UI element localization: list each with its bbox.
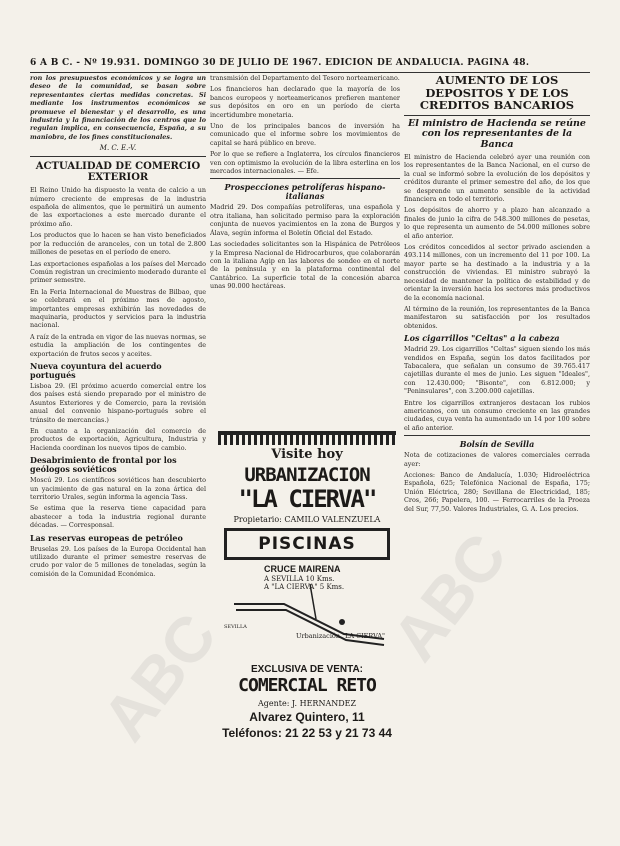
paragraph: Por lo que se refiere a Inglaterra, los círculos financieros ven con optimismo la evolución de la libra esterlina en los mercados internacionales. — Efe. [210, 150, 400, 176]
paragraph: Uno de los principales bancos de inversión ha comunicado que el informe sobre los movimientos de capital se hará público en breve. [210, 122, 400, 147]
ad-comercial: COMERCIAL RETO [238, 675, 376, 696]
map-sevilla-label: SEVILLA [224, 624, 247, 630]
page-header: 6 A B C. - Nº 19.931. DOMINGO 30 DE JULIO DE 1967. EDICION DE ANDALUCIA. PAGINA 48. [30, 58, 590, 73]
ad-telefonos: Teléfonos: 21 22 53 y 21 73 44 [222, 726, 392, 740]
paragraph: Lisboa 29. (El próximo acuerdo comercial entre los dos países está siendo preparado por el ministro de Asuntos Exteriores y de Comercio, para la revisión anual del convenio hispano-portugués sobre el tránsito de mercancías.) [30, 381, 206, 424]
section-title-comercio: ACTUALIDAD DE COMERCIO EXTERIOR [35, 161, 201, 184]
ad-visite: Visite hoy [271, 447, 343, 462]
divider [404, 435, 590, 436]
watermark-logo: ABC [378, 520, 521, 674]
paragraph: Las sociedades solicitantes son la Hispánica de Petróleos y la Empresa Nacional de Hidrocarburos, que colaborarán con la italiana Agip en las labores de sondeo en el norte de la península y en la plataforma continental del Cantábrico. La superficie total de la concesión abarca unas 90.000 hectáreas. [210, 240, 400, 291]
paragraph: Madrid 29. Los cigarrillos "Celtas" siguen siendo los más vendidos en España, según los datos facilitados por Tabacalera, que señalan un consumo de 39.765.417 cajetillas durante el mes de junio. Les siguen "Ideales", con 12.430.000; "Bisonte", con 6.812.000; y "Peninsulares", con 3.200.000 cajetillas. [404, 345, 590, 396]
map-cierva-distance: A "LA CIERVA" 5 Kms. [264, 583, 345, 591]
watermark-logo: ABC [88, 600, 231, 754]
divider [404, 115, 590, 116]
map-urbanizacion-label: Urbanización "LA CIERVA" [296, 632, 386, 640]
headline-petroleo: Las reservas europeas de petróleo [30, 532, 183, 543]
subheadline-ministro: El ministro de Hacienda se reúne con los representantes de la Banca [408, 117, 586, 150]
paragraph: Nota de cotizaciones de valores comerciales cerrada ayer: [404, 451, 590, 468]
ad-piscinas: PISCINAS [224, 528, 390, 560]
ad-name: "LA CIERVA" [238, 485, 376, 513]
divider [210, 178, 400, 179]
ad-agente: Agente: J. HERNANDEZ [257, 699, 357, 708]
ad-exclusiva: EXCLUSIVA DE VENTA: [250, 664, 364, 675]
paragraph: El ministro de Hacienda celebró ayer una reunión con los representantes de la Banca Nacional, en el curso de la cual se informó sobre la evolución de los depósitos y créditos durante el primer semestre del año, de los que se desprende un aumento sensible de la actividad financiera en todo el territorio. [404, 153, 590, 204]
ad-owner: Propietario: CAMILO VALENZUELA [233, 515, 381, 524]
ad-stripe-border [218, 435, 396, 445]
headline-portugues: Nueva coyuntura del acuerdo portugués [30, 360, 162, 380]
paragraph: Los productos que lo hacen se han visto beneficiados por la reducción de aranceles, con un total de 2.800 millones de pesetas en el período de enero. [30, 231, 206, 257]
column-left [30, 74, 206, 844]
divider [30, 156, 206, 157]
advertisement-la-cierva [218, 431, 396, 845]
paragraph: transmisión del Departamento del Tesoro norteamericano. [210, 74, 400, 82]
paragraph: A raíz de la entrada en vigor de las nuevas normas, se estudia la ampliación de los contingentes de exportación de frutos secos y aceites. [30, 332, 206, 358]
map-sevilla-distance: A SEVILLA 10 Kms. [264, 575, 335, 583]
paragraph: Las exportaciones españolas a los países del Mercado Común registran un crecimiento moderado durante el primer semestre. [30, 259, 206, 285]
paragraph: Acciones: Banco de Andalucía, 1.030; Hidroeléctrica Española, 625; Telefónica Nacional de España, 175; Unión Eléctrica, 280; Sevillana de Electricidad, 185; Cros, 266; Papelera, 100. — Ferrocarriles de la Proeza del Sur, 77,50. Valores Industriales, G. A. Los precios. [404, 471, 590, 513]
ad-urbanizacion: URBANIZACION [244, 464, 370, 486]
paragraph: Madrid 29. Dos compañías petrolíferas, una española y otra italiana, han solicitado permiso para la exploración conjunta de nuevos yacimientos en la zona de Burgos y Álava, según informa el Boletín Oficial del Estado. [210, 203, 400, 237]
column-middle [210, 74, 400, 429]
paragraph: Al término de la reunión, los representantes de la Banca manifestaron su satisfacción por los resultados obtenidos. [404, 304, 590, 330]
paragraph: En cuanto a la organización del comercio de productos de exportación, Agricultura, Industria y Hacienda coordinan los nuevos tipos de cambio. [30, 427, 206, 452]
paragraph: Se estima que la reserva tiene capacidad para abastecer a toda la industria regional durante décadas. — Corresponsal. [30, 504, 206, 530]
paragraph: Entre los cigarrillos extranjeros destacan los rubios americanos, con un consumo creciente en las grandes ciudades, cuya venta ha aumentado un 14 por 100 sobre el año anterior. [404, 398, 590, 432]
paragraph: En la Feria Internacional de Muestras de Bilbao, que se celebrará en el próximo mes de agosto, importantes empresas exhibirán las novedades de maquinaria, productos y servicios para la industria nacional. [30, 287, 206, 330]
ad-address: Alvarez Quintero, 11 [249, 710, 365, 724]
ad-map [224, 564, 390, 660]
headline-prospecciones: Prospecciones petrolíferas hispano-italianas [224, 182, 386, 202]
paragraph: Los financieros han declarado que la mayoría de los bancos europeos y norteamericanos prefieren mantener sus depósitos en oro en un período de cierta incertidumbre monetaria. [210, 85, 400, 119]
headline-geologos: Desabrimiento de frontal por los geólogos soviéticos [30, 455, 177, 475]
paragraph: Bruselas 29. Los países de la Europa Occidental han utilizado durante el primer semestre reservas de crudo por valor de 5 millones de toneladas, según la comisión de la Comunidad Económica. [30, 544, 206, 578]
map-cruce-label: CRUCE MAIRENA [264, 564, 341, 574]
headline-depositos: AUMENTO DE LOS DEPOSITOS Y DE LOS CREDITOS BANCARIOS [419, 74, 575, 112]
paragraph: Moscú 29. Los científicos soviéticos han descubierto un yacimiento de gas natural en la zona ártica del territorio Urales, según informa la agencia Tass. [30, 476, 206, 502]
headline-bolsin: Bolsín de Sevilla [459, 439, 535, 450]
paragraph: Los créditos concedidos al sector privado ascienden a 493.114 millones, con un incremento del 11 por 100. La mayor parte se ha destinado a la industria y a la construcción de viviendas. El ministro subrayó la necesidad de mantener la política de estabilidad y de orientar la inversión hacia los sectores más productivos de la economía nacional. [404, 243, 590, 302]
column-right [404, 74, 590, 844]
paragraph: Los depósitos de ahorro y a plazo han alcanzado a finales de junio la cifra de 548.300 millones de pesetas, lo que representa un aumento de 54.000 millones sobre el año anterior. [404, 206, 590, 240]
intro-paragraph: ron los presupuestos económicos y se logra un deseo de la comunidad, se basan sobre representantes ciertas medidas concretas. Si mediante los instrumentos económicos se promueve el bienestar y el desarrollo, es una industria y la financiación de los centros que lo regulan implica, en consecuencia, España, a su maniobra, de los fines constitucionales. [30, 74, 206, 141]
intro-signature: M. C. E.-V. [99, 144, 137, 153]
headline-celtas: Los cigarrillos "Celtas" a la cabeza [404, 333, 560, 344]
paragraph: El Reino Unido ha dispuesto la venta de calcio a un número creciente de empresas de la industria española de alimentos, que le permitirá un aumento de las exportaciones a este mercado durante el próximo año. [30, 186, 206, 228]
